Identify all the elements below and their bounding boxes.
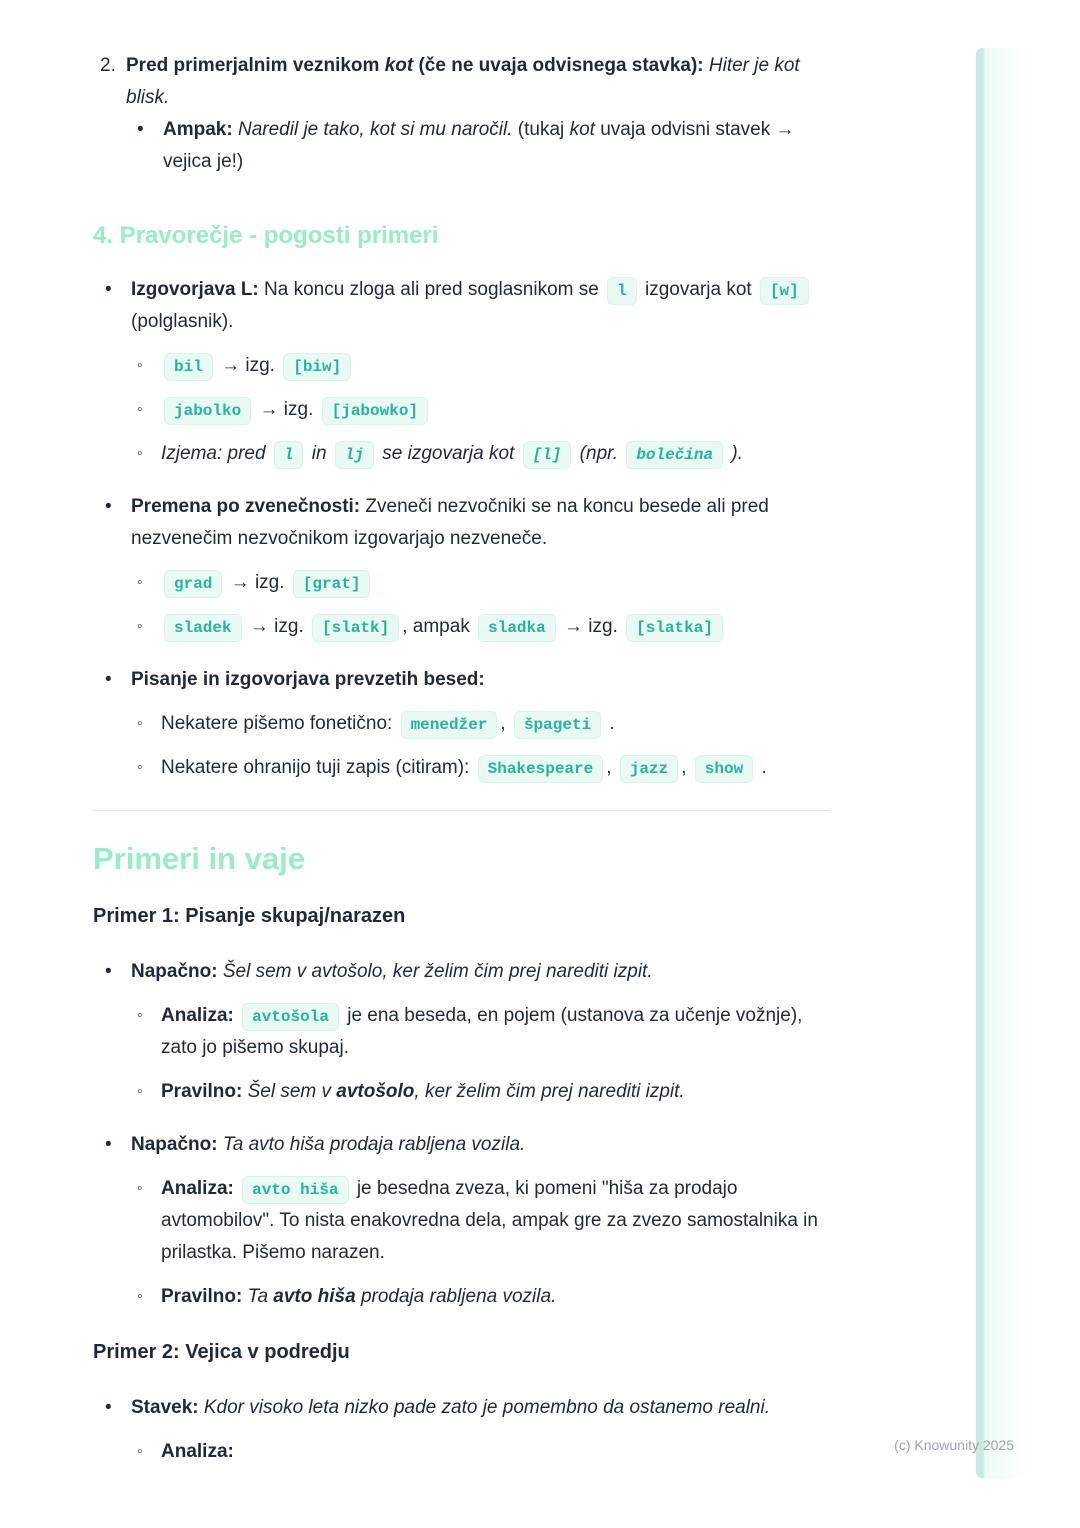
code-chip: avto hiša xyxy=(242,1176,348,1204)
code-chip: jazz xyxy=(620,755,678,783)
heading-primer-1: Primer 1: Pisanje skupaj/narazen xyxy=(93,905,406,927)
line-content xyxy=(161,708,830,740)
list-item xyxy=(137,114,830,178)
section-divider xyxy=(93,810,830,811)
list-item xyxy=(105,491,830,555)
code-chip: špageti xyxy=(514,711,601,739)
text-segment: . xyxy=(756,757,767,778)
next-page-edge xyxy=(976,48,1038,1478)
sub-list-item xyxy=(137,708,830,740)
bullet-icon: • xyxy=(137,119,144,140)
list-item xyxy=(105,1392,830,1424)
line-content xyxy=(161,567,830,599)
text-segment: kot xyxy=(569,119,595,140)
code-chip: [slatk] xyxy=(312,614,399,642)
bullet-icon: • xyxy=(105,1397,112,1418)
text-segment: . xyxy=(604,713,615,734)
bullet-icon: • xyxy=(105,669,112,690)
code-chip: Shakespeare xyxy=(478,755,604,783)
text-segment: Premena po zvenečnosti: xyxy=(131,496,366,517)
text-segment: uvaja odvisni stavek → vejica je!) xyxy=(163,119,795,172)
sub-bullet-icon: ◦ xyxy=(137,1180,143,1197)
sub-bullet-icon: ◦ xyxy=(137,1288,143,1305)
text-segment: Stavek: xyxy=(131,1397,204,1418)
text-segment: Šel sem v avtošolo, ker želim čim prej narediti izpit. xyxy=(222,961,653,982)
text-segment: (npr. xyxy=(574,443,624,464)
sub-list-item xyxy=(137,1281,830,1313)
numbered-item xyxy=(100,50,830,114)
text-segment: (polglasnik). xyxy=(131,311,234,332)
line-content xyxy=(161,611,830,643)
line-content xyxy=(131,956,830,988)
line-content xyxy=(161,350,830,382)
text-segment: je ena beseda, en pojem (ustanova za učenje vožnje), zato jo pišemo skupaj. xyxy=(161,1005,803,1058)
line-content xyxy=(161,1281,830,1313)
sub-bullet-icon: ◦ xyxy=(137,759,143,776)
line-content xyxy=(131,1392,830,1424)
bullet-icon: • xyxy=(105,279,112,300)
text-segment: se izgovarja kot xyxy=(377,443,520,464)
line-content xyxy=(126,50,830,114)
line-content xyxy=(161,1436,830,1468)
sub-bullet-icon: ◦ xyxy=(137,715,143,732)
text-segment: kot xyxy=(384,55,414,76)
code-chip: [grat] xyxy=(293,570,371,598)
text-segment: Ta avto hiša prodaja rabljena vozila. xyxy=(222,1134,526,1155)
list-item xyxy=(105,956,830,988)
text-segment: avto hiša xyxy=(273,1286,356,1307)
text-segment: (če ne uvaja odvisnega stavka): xyxy=(413,55,709,76)
text-segment: Analiza: xyxy=(161,1441,234,1462)
text-segment: → izg. xyxy=(558,616,624,637)
line-content xyxy=(161,1000,830,1064)
text-segment: Ta xyxy=(247,1286,274,1307)
code-chip: bolečina xyxy=(626,441,723,469)
text-segment: prodaja rabljena vozila. xyxy=(355,1286,557,1307)
sub-bullet-icon: ◦ xyxy=(137,1083,143,1100)
code-chip: [w] xyxy=(760,277,809,305)
sub-bullet-icon: ◦ xyxy=(137,445,143,462)
sub-bullet-icon: ◦ xyxy=(137,357,143,374)
sub-list-item xyxy=(137,394,830,426)
line-content xyxy=(131,664,830,696)
code-chip: [l] xyxy=(523,441,572,469)
text-segment: Hiter je kot blisk. xyxy=(126,55,800,108)
text-segment: Izgovorjava L: xyxy=(131,279,265,300)
code-chip: avtošola xyxy=(242,1003,339,1031)
bullet-icon: • xyxy=(105,961,112,982)
text-segment: Kdor visoko leta nizko pade zato je pomembno da ostanemo realni. xyxy=(203,1397,770,1418)
sub-list-item xyxy=(137,1000,830,1064)
line-content xyxy=(161,1076,830,1108)
text-segment: ). xyxy=(726,443,744,464)
copyright-footer: (c) Knowunity 2025 xyxy=(894,1437,1014,1453)
sub-bullet-icon: ◦ xyxy=(137,574,143,591)
heading-pravorecje: 4. Pravorečje - pogosti primeri xyxy=(93,222,439,249)
code-chip: l xyxy=(274,441,304,469)
code-chip: l xyxy=(607,277,637,305)
text-segment: Pravilno: xyxy=(161,1286,248,1307)
text-segment: , ampak xyxy=(402,616,476,637)
code-chip: sladka xyxy=(478,614,556,642)
sub-bullet-icon: ◦ xyxy=(137,1443,143,1460)
list-item xyxy=(105,274,830,338)
sub-list-item xyxy=(137,350,830,382)
code-chip: [biw] xyxy=(283,353,351,381)
text-segment: Pisanje in izgovorjava prevzetih besed: xyxy=(131,669,485,690)
text-segment: je besedna zveza, ki pomeni "hiša za prodajo avtomobilov". To nista enakovredna dela, ampak gre za zvezo samostalnika in prilastka. Pišemo narazen. xyxy=(161,1178,818,1263)
text-segment: , ker želim čim prej narediti izpit. xyxy=(414,1081,685,1102)
text-segment: → izg. xyxy=(254,399,319,420)
bullet-icon: • xyxy=(105,496,112,517)
sub-bullet-icon: ◦ xyxy=(137,401,143,418)
code-chip: [jabowko] xyxy=(322,397,428,425)
sub-list-item xyxy=(137,1436,830,1468)
heading-primer-2: Primer 2: Vejica v podredju xyxy=(93,1341,350,1363)
code-chip: [slatka] xyxy=(626,614,723,642)
text-segment: Šel sem v xyxy=(247,1081,337,1102)
text-segment: avtošolo xyxy=(336,1081,415,1102)
sub-bullet-icon: ◦ xyxy=(137,1007,143,1024)
text-segment: izgovarja kot xyxy=(639,279,757,300)
text-segment: Nekatere ohranijo tuji zapis (citiram): xyxy=(161,757,475,778)
sub-list-item xyxy=(137,752,830,784)
text-segment: , xyxy=(681,757,692,778)
text-segment: Analiza: xyxy=(161,1178,240,1199)
text-segment: Ampak: xyxy=(163,119,238,140)
text-segment: Analiza: xyxy=(161,1005,240,1026)
line-content xyxy=(131,1129,830,1161)
code-chip: lj xyxy=(335,441,374,469)
code-chip: menedžer xyxy=(401,711,498,739)
sub-list-item xyxy=(137,1076,830,1108)
code-chip: bil xyxy=(164,353,213,381)
sub-list-item xyxy=(137,611,830,643)
line-content xyxy=(131,274,830,338)
text-segment: , xyxy=(500,713,511,734)
sub-list-item xyxy=(137,438,830,470)
text-segment: → izg. xyxy=(225,572,290,593)
bullet-icon: • xyxy=(105,1134,112,1155)
heading-primeri-in-vaje: Primeri in vaje xyxy=(93,841,305,876)
code-chip: jabolko xyxy=(164,397,251,425)
text-segment: → izg. xyxy=(215,355,281,376)
line-content xyxy=(161,1173,830,1269)
code-chip: sladek xyxy=(164,614,242,642)
text-segment: , xyxy=(606,757,617,778)
line-content xyxy=(161,438,830,470)
text-segment: → izg. xyxy=(244,616,310,637)
line-content xyxy=(163,114,830,178)
text-segment: Napačno: xyxy=(131,961,223,982)
list-item xyxy=(105,1129,830,1161)
code-chip: grad xyxy=(164,570,222,598)
sub-list-item xyxy=(137,1173,830,1269)
sub-bullet-icon: ◦ xyxy=(137,618,143,635)
text-segment: Na koncu zloga ali pred soglasnikom se xyxy=(264,279,605,300)
sub-list-item xyxy=(137,567,830,599)
text-segment: Napačno: xyxy=(131,1134,223,1155)
text-segment: Pred primerjalnim veznikom xyxy=(126,55,385,76)
document-content xyxy=(93,50,830,1468)
list-item xyxy=(105,664,830,696)
text-segment: in xyxy=(306,443,332,464)
code-chip: show xyxy=(695,755,753,783)
line-content xyxy=(161,752,830,784)
text-segment: Izjema: pred xyxy=(161,443,271,464)
text-segment: Nekatere pišemo fonetično: xyxy=(161,713,398,734)
line-content xyxy=(161,394,830,426)
item-number: 2. xyxy=(100,55,116,76)
text-segment: (tukaj xyxy=(512,119,570,140)
text-segment: Zveneči nezvočniki se na koncu besede ali pred nezvenečim nezvočnikom izgovarjajo nezveneče. xyxy=(131,496,769,549)
line-content xyxy=(131,491,830,555)
text-segment: Pravilno: xyxy=(161,1081,248,1102)
text-segment: Naredil je tako, kot si mu naročil. xyxy=(237,119,513,140)
